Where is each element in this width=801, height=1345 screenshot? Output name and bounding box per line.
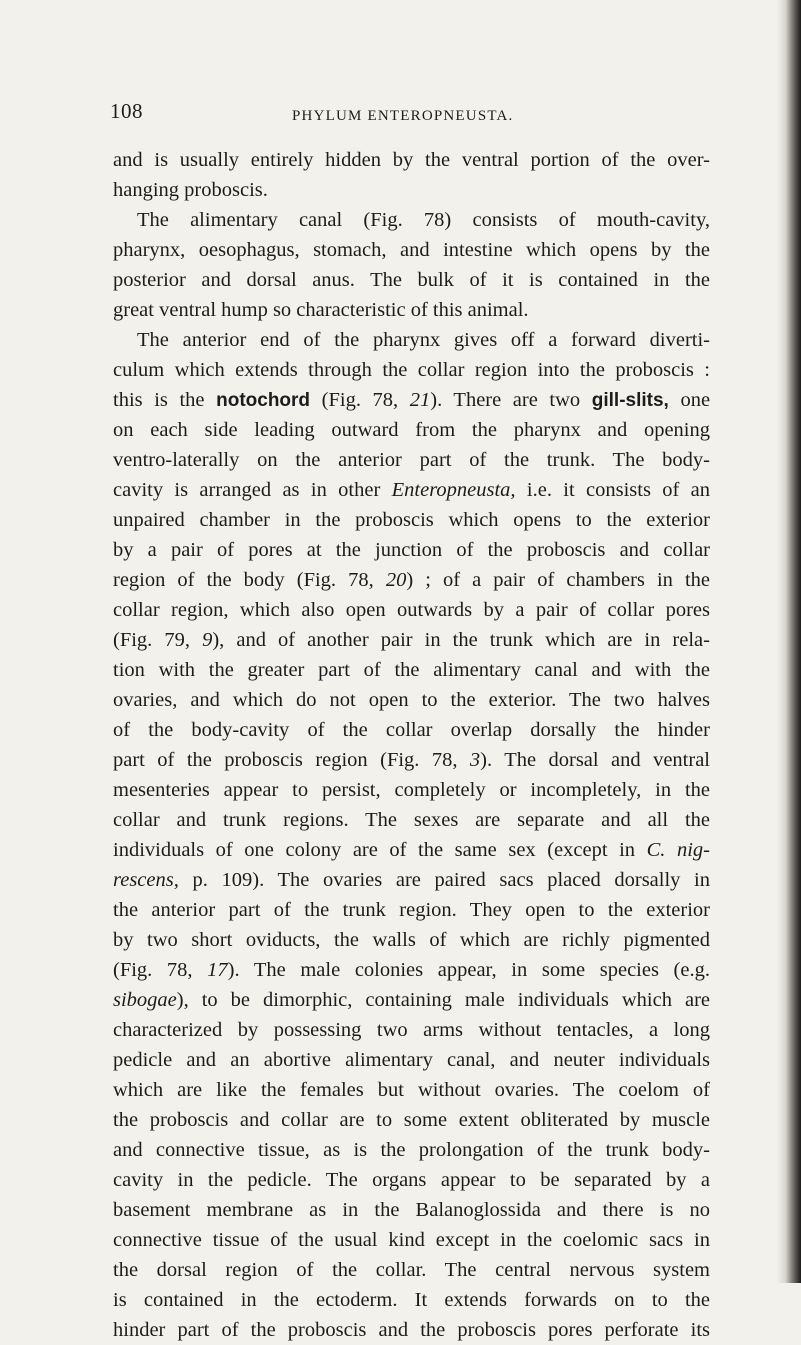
body-text [113,145,710,1345]
text-line: of the body-cavity of the collar overlap dorsally the hinder [113,719,710,741]
text-line [113,835,710,865]
text-line [113,565,710,595]
text-line: tion with the greater part of the alimentary canal and with the [113,659,710,681]
text-line: posterior and dorsal anus. The bulk of it is contained in the [113,269,710,291]
text-run: ), to be dimorphic, containing male individuals which are [176,989,710,1011]
text-line: the proboscis and collar are to some extent obliterated by muscle [113,1109,710,1131]
text-line: is contained in the ectoderm. It extends forwards on to the [113,1289,710,1311]
text-run: i.e. it consists of an [526,479,711,501]
text-line: by a pair of pores at the junction of the proboscis and collar [113,539,710,561]
page-number: 108 [110,99,143,123]
text-line: which are like the females but without ovaries. The coelom of [113,1079,710,1101]
figure-ref: 9 [202,629,213,651]
text-line: the anterior part of the trunk region. They open to the exterior [113,899,710,921]
text-line: pedicle and an abortive alimentary canal, and neuter individuals [113,1049,710,1071]
text-line [113,385,710,415]
text-run: (Fig. 78, [321,389,399,411]
figure-ref: 3 [469,749,481,771]
text-line: pharynx, oesophagus, stomach, and intestine which opens by the [113,239,710,261]
text-line: cavity in the pedicle. The organs appear to be separated by a [113,1169,710,1191]
text-line [113,625,710,655]
text-line: collar and trunk regions. The sexes are separate and all the [113,809,710,831]
text-line: and is usually entirely hidden by the ventral portion of the over- [113,149,710,171]
text-line [113,475,710,505]
text-run: (Fig. 78, [113,959,193,981]
figure-ref: 21 [409,389,431,411]
text-run: ), and of another pair in the trunk which are in rela- [212,629,710,651]
text-line: collar region, which also open outwards by a pair of collar pores [113,599,710,621]
text-run: cavity is arranged as in other [113,479,381,501]
text-line: The anterior end of the pharynx gives off a forward diverti- [137,329,710,351]
text-run: ). There are two [430,389,581,411]
text-line: great ventral hump so characteristic of this animal. [113,299,529,321]
text-line: hanging proboscis. [113,179,268,201]
text-line: on each side leading outward from the pharynx and opening [113,419,710,441]
text-line [113,985,710,1015]
text-line: unpaired chamber in the proboscis which opens to the exterior [113,509,710,531]
text-line: culum which extends through the collar region into the proboscis : [113,359,710,381]
text-run: ). The dorsal and ventral [480,749,710,771]
italic-term: sibogae [113,989,177,1011]
italic-term: Enteropneusta, [391,479,516,501]
text-line: ventro-laterally on the anterior part of the trunk. The body- [113,449,710,471]
running-head: PHYLUM ENTEROPNEUSTA. [292,108,514,124]
text-run: ) ; of a pair of chambers in the [406,569,711,591]
text-run: part of the proboscis region (Fig. 78, [113,749,458,771]
text-line: ovaries, and which do not open to the exterior. The two halves [113,689,710,711]
text-line: by two short oviducts, the walls of which are richly pigmented [113,929,710,951]
text-run: p. 109). The ovaries are paired sacs placed dorsally in [192,869,711,891]
text-line: and connective tissue, as is the prolongation of the trunk body- [113,1139,710,1161]
figure-ref: 17 [207,959,228,981]
text-run: one [680,389,711,411]
text-run: ). The male colonies appear, in some species (e.g. [227,959,710,981]
text-line: characterized by possessing two arms without tentacles, a long [113,1019,710,1041]
text-run: (Fig. 79, [113,629,190,651]
text-line: basement membrane as in the Balanoglossida and there is no [113,1199,710,1221]
text-line: connective tissue of the usual kind except in the coelomic sacs in [113,1229,710,1251]
text-line: hinder part of the proboscis and the proboscis pores perforate its [113,1319,710,1341]
text-line: mesenteries appear to persist, completely or incompletely, in the [113,779,710,801]
text-line [113,865,710,895]
text-line [113,955,710,985]
italic-term: rescens, [113,869,179,891]
text-run: individuals of one colony are of the same sex (except in [113,839,636,861]
figure-ref: 20 [385,569,407,591]
text-run: this is the [113,389,205,411]
text-line: The alimentary canal (Fig. 78) consists of mouth-cavity, [137,209,710,231]
text-run: region of the body (Fig. 78, [113,569,374,591]
text-line [113,745,710,775]
page-edge-shadow [777,0,801,1283]
term-notochord: notochord [216,390,311,411]
term-gill-slits: gill-slits, [591,390,669,411]
text-line: the dorsal region of the collar. The central nervous system [113,1259,710,1281]
italic-term: C. nig- [646,839,711,861]
